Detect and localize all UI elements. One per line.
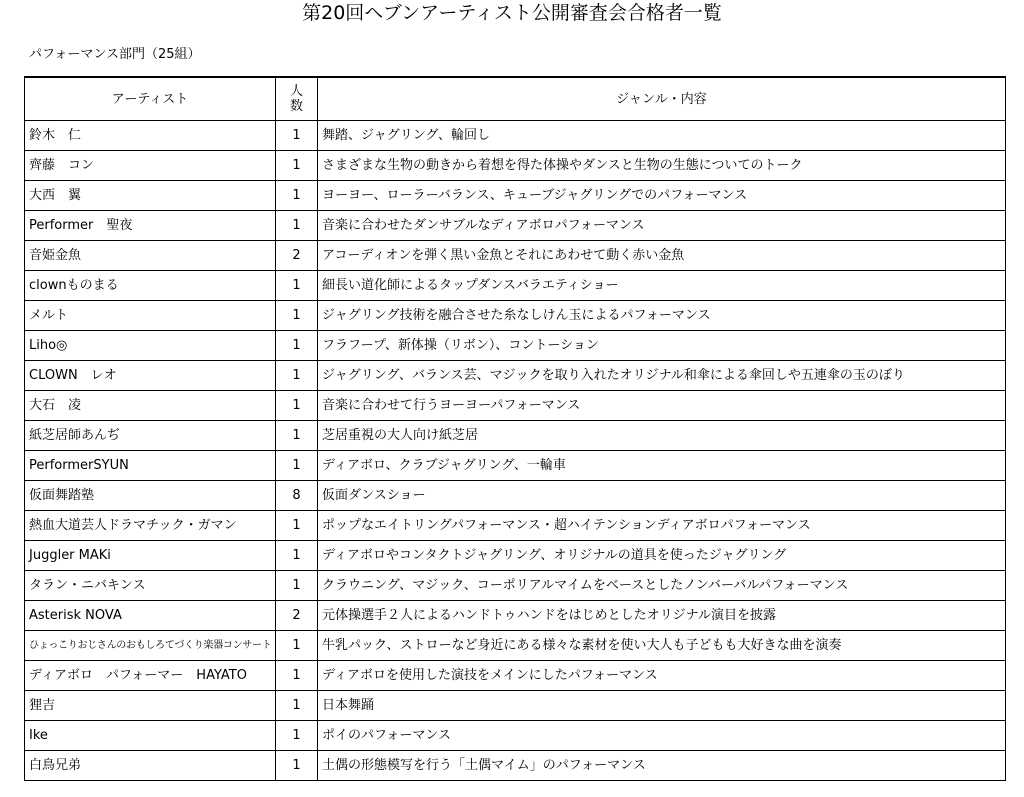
table-row bbox=[25, 181, 1006, 211]
header-count bbox=[276, 77, 318, 121]
count-cell: 1 bbox=[276, 751, 318, 781]
table-row bbox=[25, 361, 1006, 391]
genre-cell: ポイのパフォーマンス bbox=[318, 721, 1006, 751]
count-cell: 1 bbox=[276, 421, 318, 451]
genre-cell: ディアボロ、クラブジャグリング、一輪車 bbox=[318, 451, 1006, 481]
artist-cell: 音姫金魚 bbox=[25, 241, 276, 271]
artist-cell: Juggler MAKi bbox=[25, 541, 276, 571]
genre-cell: 仮面ダンスショー bbox=[318, 481, 1006, 511]
count-cell: 8 bbox=[276, 481, 318, 511]
count-cell: 1 bbox=[276, 631, 318, 661]
count-cell: 1 bbox=[276, 691, 318, 721]
genre-cell: さまざまな生物の動きから着想を得た体操やダンスと生物の生態についてのトーク bbox=[318, 151, 1006, 181]
artist-cell: CLOWN レオ bbox=[25, 361, 276, 391]
count-cell: 2 bbox=[276, 241, 318, 271]
table-row bbox=[25, 151, 1006, 181]
genre-cell: クラウニング、マジック、コーポリアルマイムをベースとしたノンバーバルパフォーマンス bbox=[318, 571, 1006, 601]
results-table bbox=[24, 76, 1006, 781]
count-cell: 1 bbox=[276, 181, 318, 211]
genre-cell: 土偶の形態模写を行う「土偶マイム」のパフォーマンス bbox=[318, 751, 1006, 781]
genre-cell: 舞踏、ジャグリング、輪回し bbox=[318, 121, 1006, 151]
artist-cell: clownものまる bbox=[25, 271, 276, 301]
genre-cell: ディアボロやコンタクトジャグリング、オリジナルの道具を使ったジャグリング bbox=[318, 541, 1006, 571]
count-cell: 1 bbox=[276, 301, 318, 331]
table-row bbox=[25, 541, 1006, 571]
count-cell: 1 bbox=[276, 391, 318, 421]
genre-cell: 音楽に合わせて行うヨーヨーパフォーマンス bbox=[318, 391, 1006, 421]
table-row bbox=[25, 331, 1006, 361]
artist-cell: 紙芝居師あんぢ bbox=[25, 421, 276, 451]
genre-cell: ヨーヨー、ローラーバランス、キューブジャグリングでのパフォーマンス bbox=[318, 181, 1006, 211]
count-cell: 1 bbox=[276, 571, 318, 601]
count-cell: 1 bbox=[276, 661, 318, 691]
genre-cell: 日本舞踊 bbox=[318, 691, 1006, 721]
table-row bbox=[25, 661, 1006, 691]
count-cell: 1 bbox=[276, 271, 318, 301]
artist-cell: 白鳥兄弟 bbox=[25, 751, 276, 781]
table-row bbox=[25, 271, 1006, 301]
count-cell: 1 bbox=[276, 211, 318, 241]
table-row bbox=[25, 721, 1006, 751]
genre-cell: 元体操選手２人によるハンドトゥハンドをはじめとしたオリジナル演目を披露 bbox=[318, 601, 1006, 631]
genre-cell: 音楽に合わせたダンサブルなディアボロパフォーマンス bbox=[318, 211, 1006, 241]
count-cell: 1 bbox=[276, 721, 318, 751]
artist-cell: 大石 凌 bbox=[25, 391, 276, 421]
artist-cell: PerformerSYUN bbox=[25, 451, 276, 481]
count-cell: 1 bbox=[276, 331, 318, 361]
genre-cell: アコーディオンを弾く黒い金魚とそれにあわせて動く赤い金魚 bbox=[318, 241, 1006, 271]
table-row bbox=[25, 241, 1006, 271]
header-artist: アーティスト bbox=[25, 77, 276, 121]
header-genre: ジャンル・内容 bbox=[318, 77, 1006, 121]
genre-cell: 芝居重視の大人向け紙芝居 bbox=[318, 421, 1006, 451]
table-header-row bbox=[25, 77, 1006, 121]
count-cell: 1 bbox=[276, 511, 318, 541]
artist-cell: 狸吉 bbox=[25, 691, 276, 721]
count-cell: 1 bbox=[276, 121, 318, 151]
artist-cell: ひょっこりおじさんのおもしろてづくり楽器コンサート bbox=[25, 631, 276, 661]
artist-cell: Liho◎ bbox=[25, 331, 276, 361]
table-row bbox=[25, 511, 1006, 541]
artist-cell: メルト bbox=[25, 301, 276, 331]
table-row bbox=[25, 481, 1006, 511]
genre-cell: 細長い道化師によるタップダンスバラエティショー bbox=[318, 271, 1006, 301]
artist-cell: 大西 翼 bbox=[25, 181, 276, 211]
artist-cell: 齊藤 コン bbox=[25, 151, 276, 181]
table-row bbox=[25, 391, 1006, 421]
genre-cell: ディアボロを使用した演技をメインにしたパフォーマンス bbox=[318, 661, 1006, 691]
artist-cell: 仮面舞踏塾 bbox=[25, 481, 276, 511]
table-row bbox=[25, 631, 1006, 661]
results-body bbox=[25, 121, 1006, 781]
artist-cell: タラン・ニバキンス bbox=[25, 571, 276, 601]
document-title: 第20回ヘブンアーティスト公開審査会合格者一覧 bbox=[302, 2, 722, 24]
genre-cell: ジャグリング、バランス芸、マジックを取り入れたオリジナル和傘による傘回しや五連傘の玉のぼり bbox=[318, 361, 1006, 391]
genre-cell: ポップなエイトリングパフォーマンス・超ハイテンションディアボロパフォーマンス bbox=[318, 511, 1006, 541]
table-row bbox=[25, 691, 1006, 721]
artist-cell: 熱血大道芸人ドラマチック・ガマン bbox=[25, 511, 276, 541]
genre-cell: フラフープ、新体操（リボン）、コントーション bbox=[318, 331, 1006, 361]
genre-cell: ジャグリング技術を融合させた糸なしけん玉によるパフォーマンス bbox=[318, 301, 1006, 331]
table-row bbox=[25, 421, 1006, 451]
section-label: パフォーマンス部門（25組） bbox=[29, 47, 201, 62]
table-row bbox=[25, 751, 1006, 781]
table-row bbox=[25, 601, 1006, 631]
artist-cell: 鈴木 仁 bbox=[25, 121, 276, 151]
table-row bbox=[25, 121, 1006, 151]
count-cell: 1 bbox=[276, 151, 318, 181]
header-count-line2: 数 bbox=[289, 99, 303, 114]
count-cell: 1 bbox=[276, 361, 318, 391]
artist-cell: ディアボロ パフォーマー HAYATO bbox=[25, 661, 276, 691]
count-cell: 2 bbox=[276, 601, 318, 631]
count-cell: 1 bbox=[276, 541, 318, 571]
count-cell: 1 bbox=[276, 451, 318, 481]
artist-cell: Asterisk NOVA bbox=[25, 601, 276, 631]
artist-cell: Performer 聖夜 bbox=[25, 211, 276, 241]
artist-cell: Ike bbox=[25, 721, 276, 751]
genre-cell: 牛乳パック、ストローなど身近にある様々な素材を使い大人も子どもも大好きな曲を演奏 bbox=[318, 631, 1006, 661]
header-count-line1: 人 bbox=[289, 84, 303, 99]
table-row bbox=[25, 301, 1006, 331]
table-row bbox=[25, 571, 1006, 601]
table-row bbox=[25, 211, 1006, 241]
table-row bbox=[25, 451, 1006, 481]
